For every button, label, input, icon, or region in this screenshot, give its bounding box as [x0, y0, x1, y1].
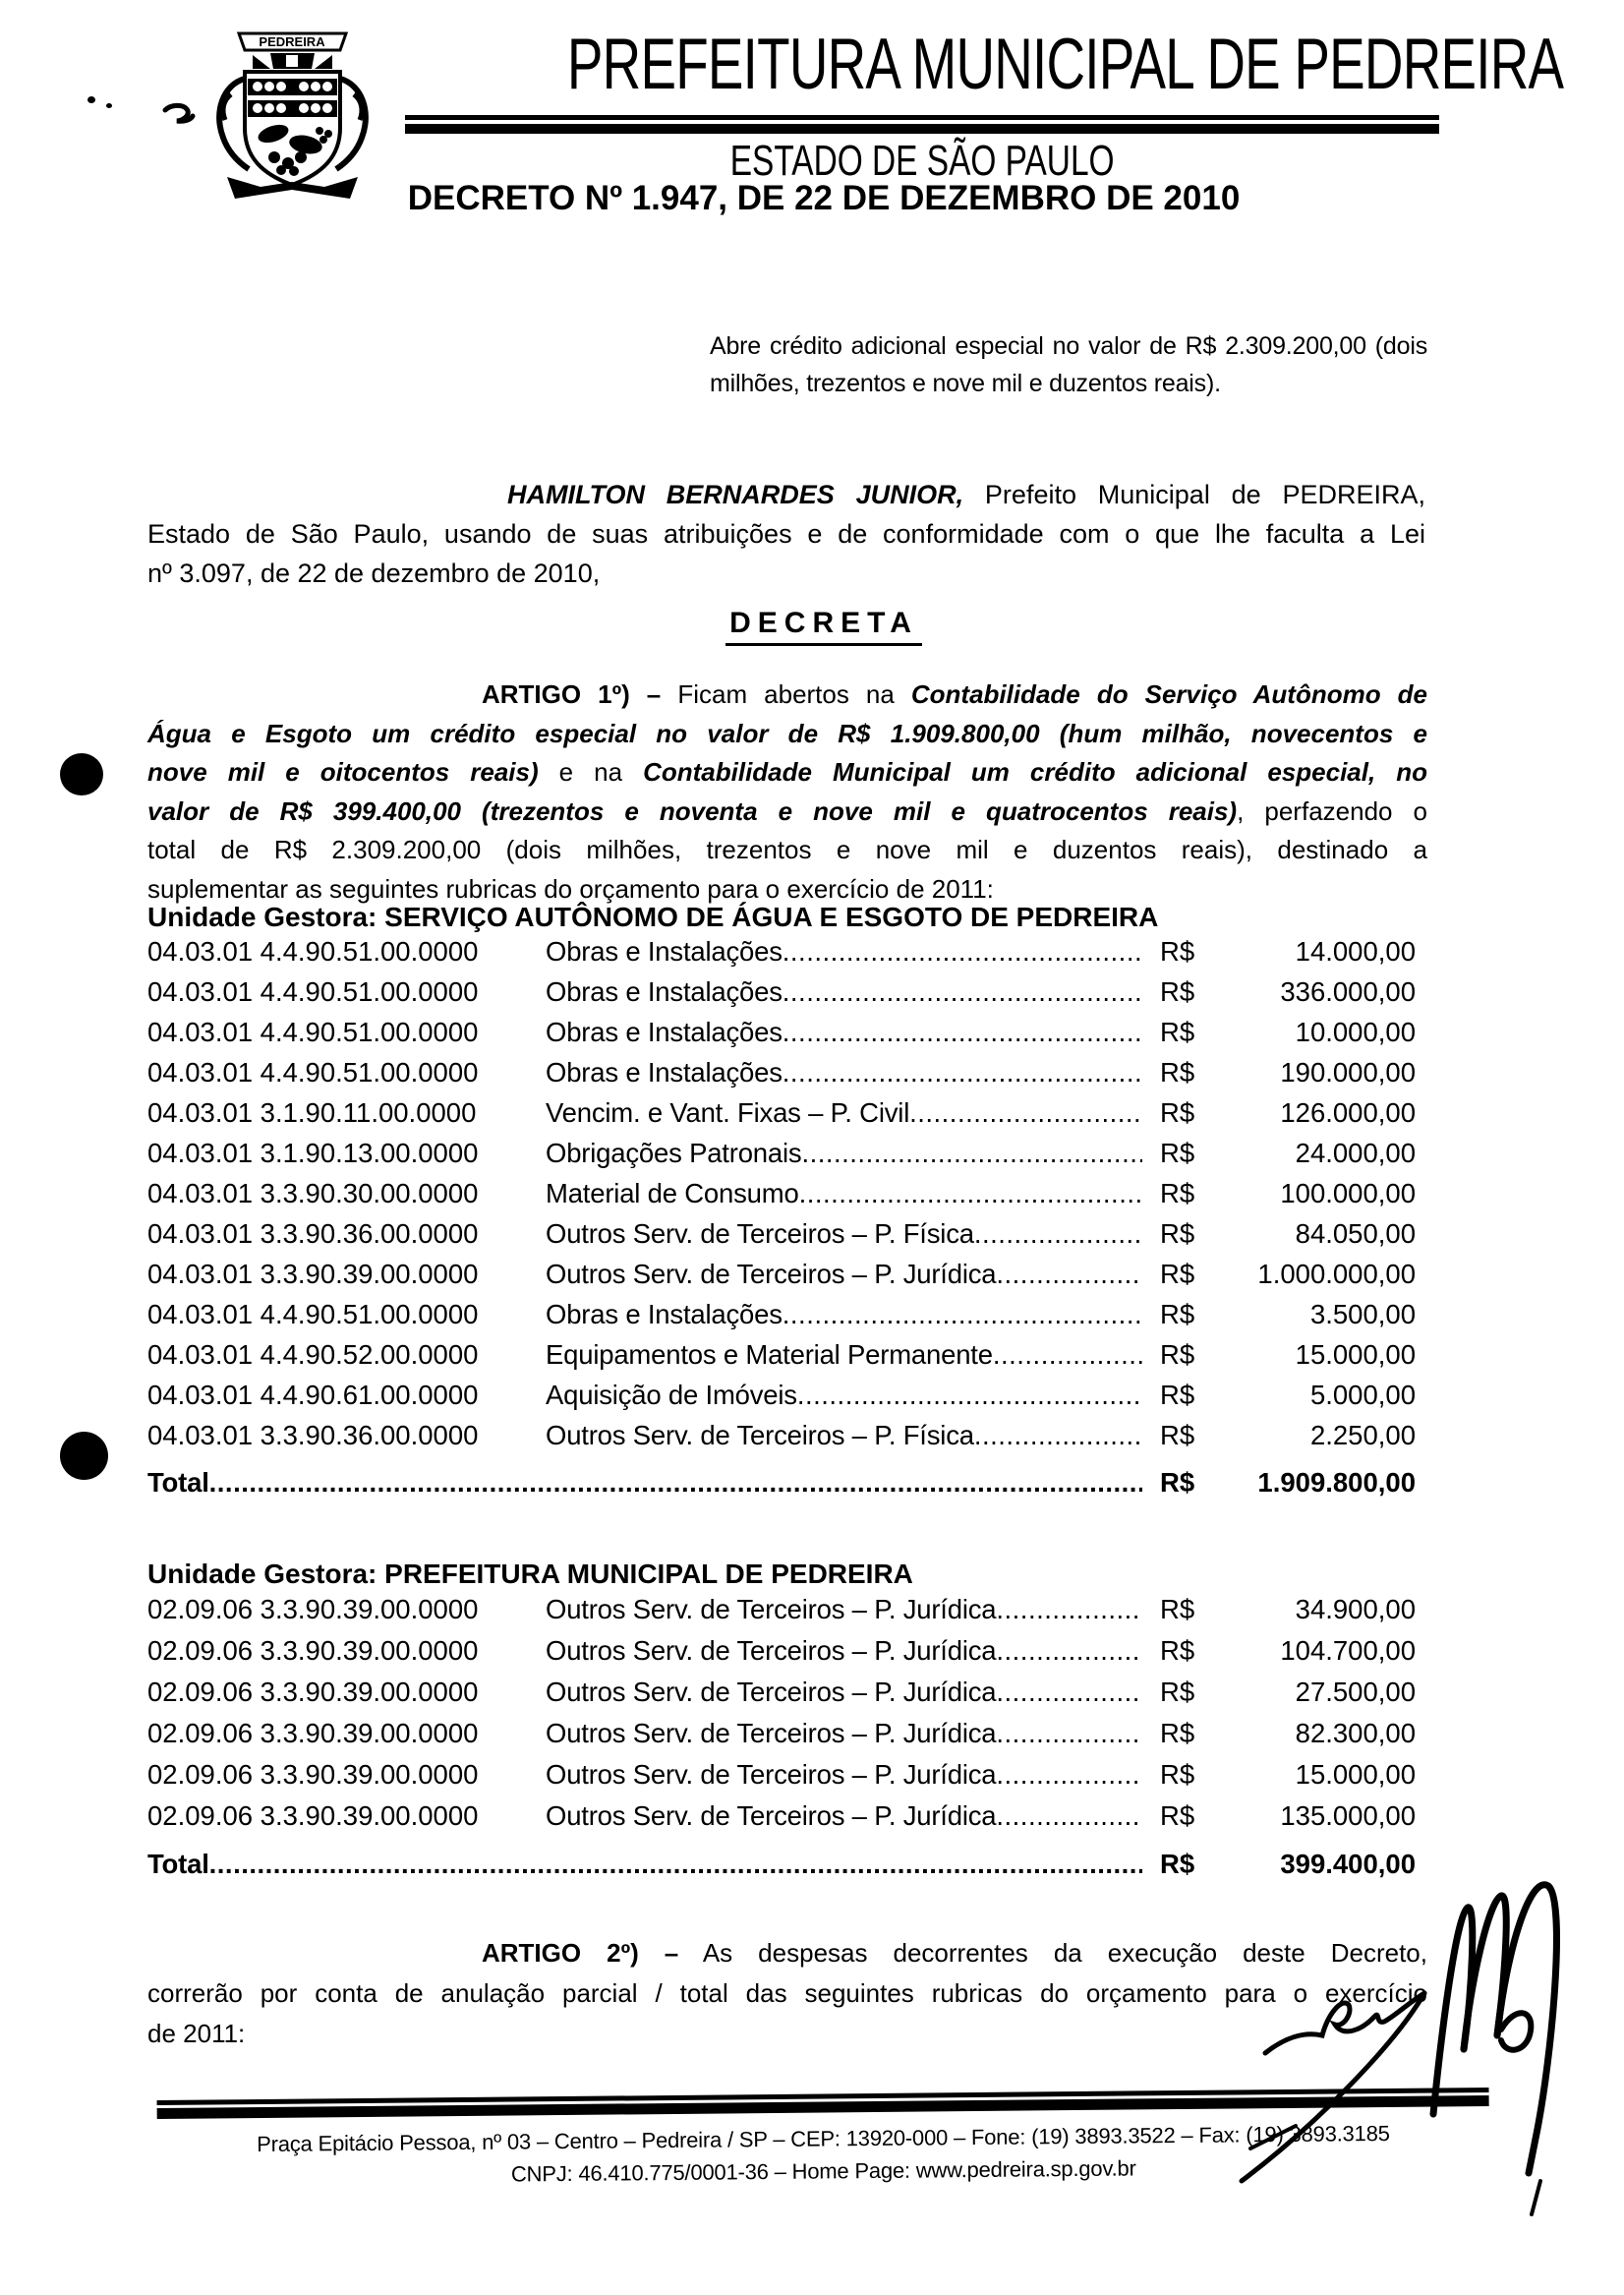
table2-rows	[147, 1589, 1416, 1885]
budget-desc: Outros Serv. de Terceiros – P. Jurídica	[546, 1677, 997, 1707]
total-label: Total	[147, 1467, 209, 1498]
table-row	[147, 931, 1416, 971]
budget-desc: Outros Serv. de Terceiros – P. Jurídica	[546, 1759, 997, 1790]
budget-code: 04.03.01 4.4.90.51.00.0000	[147, 1057, 479, 1088]
decree-title: DECRETO Nº 1.947, DE 22 DE DEZEMBRO DE 2010	[407, 179, 1241, 217]
budget-desc: Obras e Instalações	[546, 1299, 783, 1329]
footer-cnpj: CNPJ: 46.410.775/0001-36 – Home Page: www.pedreira.sp.gov.br	[510, 2155, 1136, 2187]
dot-leader	[996, 1589, 1142, 1630]
budget-value: 100.000,00	[1280, 1178, 1416, 1208]
currency-label: R$	[1160, 1017, 1195, 1047]
table-row	[147, 1415, 1416, 1455]
currency-label: R$	[1160, 1759, 1195, 1790]
table-row	[147, 1052, 1416, 1092]
budget-code: 04.03.01 4.4.90.51.00.0000	[147, 1299, 479, 1329]
budget-code: 04.03.01 3.1.90.11.00.0000	[147, 1097, 477, 1128]
dot-leader	[996, 1254, 1142, 1294]
budget-code: 02.09.06 3.3.90.39.00.0000	[147, 1718, 479, 1748]
header-rule	[405, 115, 1439, 134]
currency-label: R$	[1160, 1097, 1195, 1128]
budget-value: 15.000,00	[1295, 1759, 1416, 1790]
artigo-1: ARTIGO 1º) – Ficam abertos na Contabilidade do Serviço Autônomo de Água e Esgoto um crédito especial no valor de R$ 1.909.800,00 (hum milhão, novecentos e nove mil e oitocentos reais) e na Contabilidade Municipal um crédito adicional especial, no valor de R$ 399.400,00 (trezentos e noventa e nove mil e quatrocentos reais), perfazendo o total de R$ 2.309.200,00 (dois milhões, trezentos e nove mil e duzentos reais), destinado a suplementar as seguintes rubricas do orçamento para o exercício de 2011:	[147, 679, 1428, 904]
header-organization	[401, 25, 1564, 104]
budget-code: 04.03.01 3.1.90.13.00.0000	[147, 1138, 479, 1168]
budget-code: 04.03.01 3.3.90.39.00.0000	[147, 1259, 479, 1289]
currency-label: R$	[1160, 1718, 1195, 1748]
table-row	[147, 1092, 1416, 1133]
budget-code: 02.09.06 3.3.90.39.00.0000	[147, 1759, 479, 1790]
table-row	[147, 1334, 1416, 1375]
table2-title: Unidade Gestora: PREFEITURA MUNICIPAL DE PEDREIRA	[147, 1559, 913, 1589]
dot-leader	[783, 971, 1142, 1012]
budget-desc: Obrigações Patronais	[546, 1138, 802, 1168]
table-row	[147, 1173, 1416, 1213]
dot-leader	[909, 1092, 1142, 1133]
budget-code: 04.03.01 4.4.90.51.00.0000	[147, 976, 479, 1007]
budget-desc: Outros Serv. de Terceiros – P. Jurídica	[546, 1718, 997, 1748]
artigo-1-label: ARTIGO 1º) –	[482, 679, 662, 709]
budget-desc: Outros Serv. de Terceiros – P. Física	[546, 1218, 974, 1249]
dot-leader	[996, 1713, 1142, 1754]
budget-value: 2.250,00	[1309, 1420, 1416, 1450]
budget-value: 135.000,00	[1280, 1800, 1416, 1831]
currency-label: R$	[1160, 1178, 1195, 1208]
budget-code: 04.03.01 4.4.90.51.00.0000	[147, 1017, 479, 1047]
budget-code: 02.09.06 3.3.90.39.00.0000	[147, 1594, 479, 1624]
footer-address: Praça Epitácio Pessoa, nº 03 – Centro – Pedreira / SP – CEP: 13920-000 – Fone: (19) 3893.3522 – Fax: (19) 3893.3185	[257, 2120, 1390, 2157]
budget-desc: Obras e Instalações	[546, 936, 783, 967]
table-row	[147, 1375, 1416, 1415]
table-row	[147, 1294, 1416, 1334]
dot-leader	[996, 1754, 1142, 1795]
budget-code: 02.09.06 3.3.90.39.00.0000	[147, 1677, 479, 1707]
dot-leader	[209, 1844, 1142, 1885]
table1-rows	[147, 931, 1416, 1502]
budget-value: 5.000,00	[1309, 1380, 1416, 1410]
currency-label: R$	[1160, 1380, 1195, 1410]
scan-speck	[87, 96, 95, 103]
budget-code: 02.09.06 3.3.90.39.00.0000	[147, 1635, 479, 1666]
scan-speck	[106, 103, 112, 108]
budget-value: 336.000,00	[1280, 976, 1416, 1007]
currency-label: R$	[1160, 1635, 1195, 1666]
total-value: 399.400,00	[1280, 1849, 1416, 1879]
budget-code: 04.03.01 3.3.90.36.00.0000	[147, 1420, 479, 1450]
dot-leader	[993, 1334, 1142, 1375]
table-row	[147, 1133, 1416, 1173]
budget-value: 10.000,00	[1295, 1017, 1416, 1047]
budget-desc: Obras e Instalações	[546, 1057, 783, 1088]
preamble-line3: nº 3.097, de 22 de dezembro de 2010,	[147, 559, 601, 588]
decreta-heading: DECRETA	[725, 607, 922, 646]
budget-value: 14.000,00	[1295, 936, 1416, 967]
budget-code: 04.03.01 4.4.90.51.00.0000	[147, 936, 479, 967]
preamble-line1: HAMILTON BERNARDES JUNIOR, Prefeito Municipal de PEDREIRA,	[507, 480, 1425, 509]
budget-value: 24.000,00	[1295, 1138, 1416, 1168]
dot-leader	[783, 1052, 1142, 1092]
dot-leader	[797, 1375, 1142, 1415]
currency-label: R$	[1160, 1218, 1195, 1249]
budget-value: 126.000,00	[1280, 1097, 1416, 1128]
dot-leader	[783, 931, 1142, 971]
currency-label: R$	[1160, 936, 1195, 967]
dot-leader	[783, 1012, 1142, 1052]
table-row	[147, 1254, 1416, 1294]
budget-desc: Outros Serv. de Terceiros – P. Jurídica	[546, 1594, 997, 1624]
table-row	[147, 1012, 1416, 1052]
budget-desc: Outros Serv. de Terceiros – P. Jurídica	[546, 1800, 997, 1831]
budget-desc: Equipamentos e Material Permanente	[546, 1339, 993, 1370]
table-row	[147, 1713, 1416, 1754]
footer	[157, 2088, 1490, 2194]
budget-value: 27.500,00	[1295, 1677, 1416, 1707]
budget-value: 15.000,00	[1295, 1339, 1416, 1370]
header-state	[405, 138, 1439, 185]
budget-desc: Outros Serv. de Terceiros – P. Jurídica	[546, 1635, 997, 1666]
currency-label: R$	[1160, 1420, 1195, 1450]
currency-label: R$	[1160, 976, 1195, 1007]
currency-label: R$	[1160, 1849, 1195, 1879]
decreta-heading-wrap	[175, 607, 1473, 646]
table1-title: Unidade Gestora: SERVIÇO AUTÔNOMO DE ÁGUA E ESGOTO DE PEDREIRA	[147, 902, 1159, 932]
dot-leader	[996, 1795, 1142, 1837]
total-label: Total	[147, 1849, 209, 1879]
budget-code: 04.03.01 4.4.90.52.00.0000	[147, 1339, 479, 1370]
currency-label: R$	[1160, 1800, 1195, 1831]
budget-value: 3.500,00	[1309, 1299, 1416, 1329]
preamble-line2: Estado de São Paulo, usando de suas atribuições e de conformidade com o que lhe faculta a Lei	[147, 519, 1425, 549]
dot-leader	[799, 1173, 1142, 1213]
dot-leader	[209, 1462, 1142, 1502]
currency-label: R$	[1160, 1677, 1195, 1707]
currency-label: R$	[1160, 1594, 1195, 1624]
budget-code: 02.09.06 3.3.90.39.00.0000	[147, 1800, 479, 1831]
budget-value: 190.000,00	[1280, 1057, 1416, 1088]
artigo-2-label: ARTIGO 2º) –	[482, 1938, 679, 1968]
budget-code: 04.03.01 4.4.90.61.00.0000	[147, 1380, 479, 1410]
budget-desc: Outros Serv. de Terceiros – P. Física	[546, 1420, 974, 1450]
currency-label: R$	[1160, 1138, 1195, 1168]
table-row	[147, 1795, 1416, 1837]
dot-leader	[801, 1133, 1142, 1173]
dot-leader	[996, 1672, 1142, 1713]
preamble	[147, 475, 1425, 593]
dot-leader	[996, 1630, 1142, 1672]
signature-scribble	[1155, 1847, 1624, 2279]
currency-label: R$	[1160, 1057, 1195, 1088]
table-row	[147, 1630, 1416, 1672]
decree-summary: Abre crédito adicional especial no valor de R$ 2.309.200,00 (dois milhões, trezentos e nove mil e duzentos reais).	[710, 332, 1427, 397]
organization-name: PREFEITURA MUNICIPAL DE PEDREIRA	[566, 25, 1564, 104]
currency-label: R$	[1160, 1339, 1195, 1370]
budget-code: 04.03.01 3.3.90.36.00.0000	[147, 1218, 479, 1249]
table-row	[147, 1672, 1416, 1713]
artigo-2: ARTIGO 2º) – As despesas decorrentes da execução deste Decreto, correrão por conta de anulação parcial / total das seguintes rubricas do orçamento para o exercício de 2011:	[147, 1938, 1427, 2048]
currency-label: R$	[1160, 1259, 1195, 1289]
rule-thick-bar	[405, 124, 1439, 134]
table-row	[147, 1589, 1416, 1630]
budget-value: 84.050,00	[1295, 1218, 1416, 1249]
budget-code: 04.03.01 3.3.90.30.00.0000	[147, 1178, 479, 1208]
budget-desc: Obras e Instalações	[546, 1017, 783, 1047]
table-row	[147, 971, 1416, 1012]
budget-desc: Vencim. e Vant. Fixas – P. Civil	[546, 1097, 910, 1128]
total-value: 1.909.800,00	[1257, 1467, 1416, 1498]
dot-leader	[783, 1294, 1142, 1334]
crest-banner-text: PEDREIRA	[259, 34, 325, 49]
dot-leader	[974, 1213, 1142, 1254]
currency-label: R$	[1160, 1467, 1195, 1498]
budget-desc: Obras e Instalações	[546, 976, 783, 1007]
table-row	[147, 1754, 1416, 1795]
budget-value: 104.700,00	[1280, 1635, 1416, 1666]
budget-value: 1.000.000,00	[1257, 1259, 1416, 1289]
budget-desc: Outros Serv. de Terceiros – P. Jurídica	[546, 1259, 997, 1289]
scan-smudge	[157, 100, 202, 135]
punch-hole	[60, 1432, 108, 1480]
state-name: ESTADO DE SÃO PAULO	[729, 137, 1115, 185]
table-row	[147, 1213, 1416, 1254]
budget-value: 82.300,00	[1295, 1718, 1416, 1748]
mayor-name: HAMILTON BERNARDES JUNIOR,	[507, 480, 964, 509]
budget-value: 34.900,00	[1295, 1594, 1416, 1624]
table1-total-row	[147, 1462, 1416, 1502]
budget-desc: Material de Consumo	[546, 1178, 799, 1208]
dot-leader	[974, 1415, 1142, 1455]
budget-desc: Aquisição de Imóveis	[546, 1380, 797, 1410]
currency-label: R$	[1160, 1299, 1195, 1329]
punch-hole	[60, 753, 103, 795]
